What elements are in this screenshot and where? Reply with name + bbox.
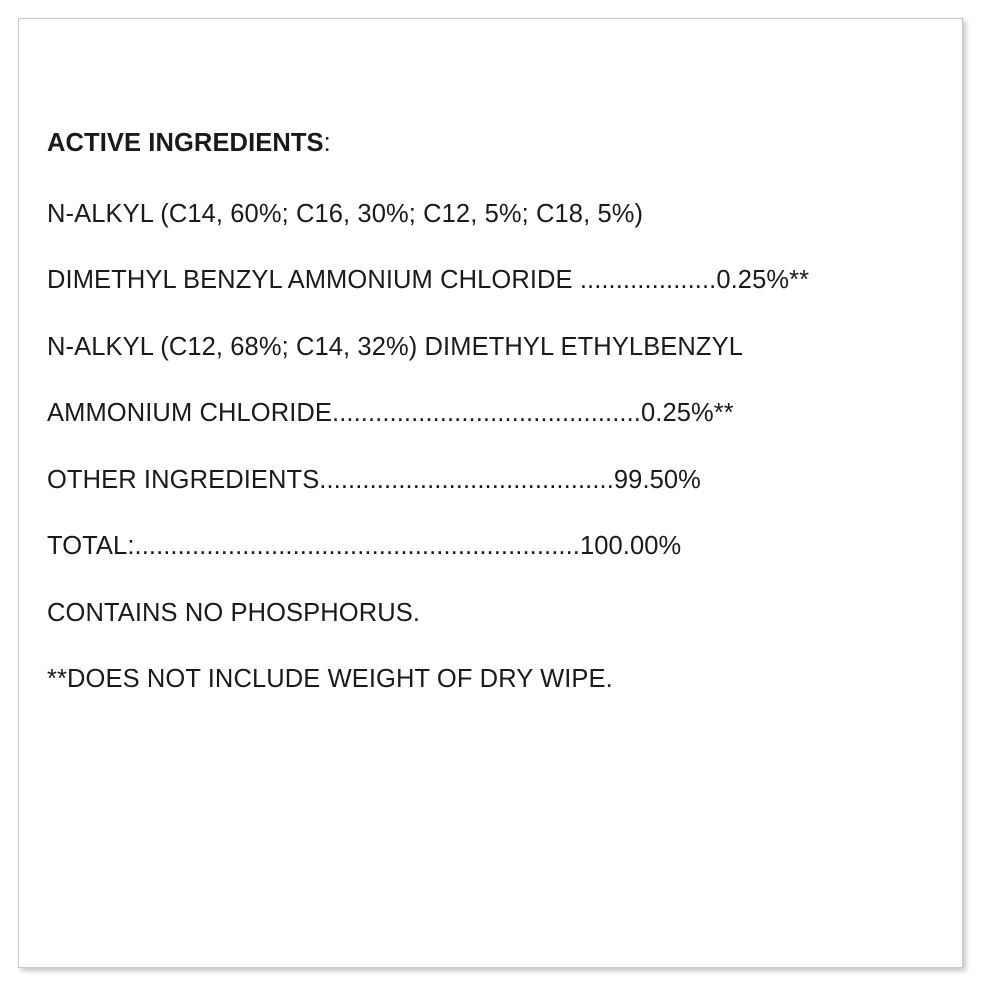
ingredient-line-dimethyl-benzyl-ammonium-chloride: DIMETHYL BENZYL AMMONIUM CHLORIDE ...................0.25%**: [47, 266, 810, 295]
footnote-dry-wipe-weight: **DOES NOT INCLUDE WEIGHT OF DRY WIPE.: [47, 665, 613, 694]
ingredient-line-n-alkyl-dimethyl-ethylbenzyl: N-ALKYL (C12, 68%; C14, 32%) DIMETHYL ETHYLBENZYL: [47, 332, 744, 361]
active-ingredients-heading-text: ACTIVE INGREDIENTS: [47, 129, 324, 157]
ingredient-line-n-alkyl-composition: N-ALKYL (C14, 60%; C16, 30%; C12, 5%; C18, 5%): [47, 199, 644, 228]
ingredient-label-card: [18, 18, 963, 968]
note-contains-no-phosphorus: CONTAINS NO PHOSPHORUS.: [47, 598, 421, 627]
active-ingredients-heading: [47, 129, 926, 158]
ingredient-line-other-ingredients: OTHER INGREDIENTS.........................................99.50%: [47, 465, 701, 494]
ingredient-text-block: [29, 129, 944, 694]
heading-colon: :: [323, 129, 331, 157]
ingredient-line-ammonium-chloride: AMMONIUM CHLORIDE...........................................0.25%**: [47, 399, 734, 428]
ingredient-line-total: TOTAL:..............................................................100.00%: [47, 532, 682, 561]
